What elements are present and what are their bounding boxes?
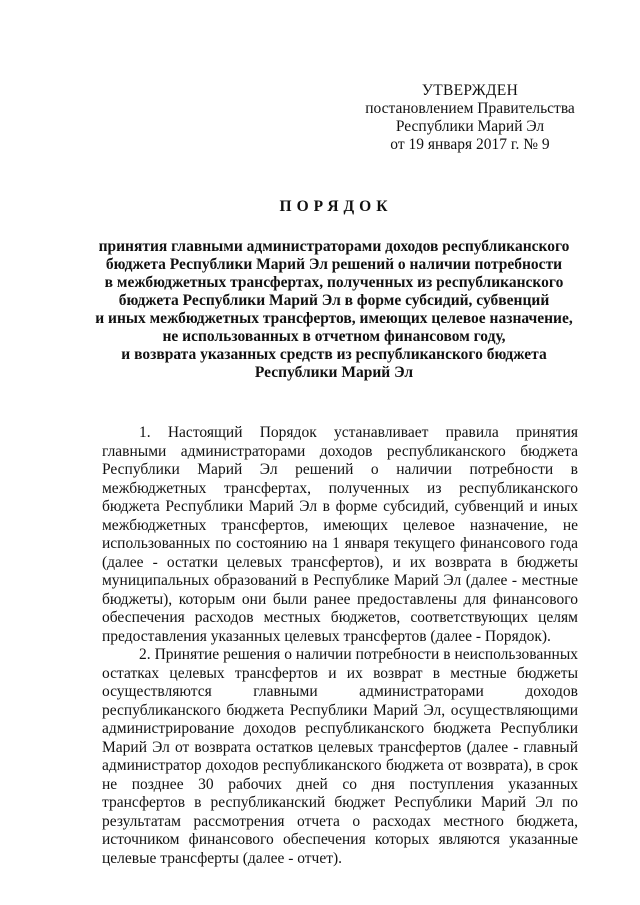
approval-line-2: Республики Марий Эл bbox=[395, 118, 545, 135]
paragraph-2: 2. Принятие решения о наличии потребности в неиспользованных остатках целевых трансфертов и их возврат в местные бюджеты осуществляются главными администраторами доходов республиканского бюджета Республики Марий Эл, осуществляющими администрирование доходов республиканского бюджета Республики Марий Эл от возврата остатков целевых трансфертов (далее - главный администратор доходов республиканского бюджета от возврата), в срок не позднее 30 рабочих дней со дня поступления указанных трансфертов в республиканский бюджет Республики Марий Эл по результатам рассмотрения отчета о расходах местного бюджета, источником финансового обеспечения которых являются указанные целевые трансферты (далее - отчет). bbox=[102, 646, 578, 867]
paragraph-1: 1. Настоящий Порядок устанавливает правила принятия главными администраторами доходов республиканского бюджета Республики Марий Эл решений о наличии потребности в межбюджетных трансфертах, полученных из республиканского бюджета Республики Марий Эл в форме субсидий, субвенций и иных межбюджетных трансфертов, имеющих целевое назначение, не использованных по состоянию на 1 января текущего финансового года (далее - остатки целевых трансфертов), и их возврата в бюджеты муниципальных образований в Республике Марий Эл (далее - местные бюджеты), которым они были ранее предоставлены для финансового обеспечения расходов местных бюджетов, соответствующих целям предоставления указанных целевых трансфертов (далее - Порядок). bbox=[102, 424, 578, 645]
subtitle-line: и иных межбюджетных трансфертов, имеющих целевое назначение, bbox=[95, 310, 573, 327]
approval-block bbox=[355, 82, 585, 154]
approval-line-1: постановлением Правительства bbox=[365, 100, 575, 117]
subtitle-line: принятия главными администраторами доходов республиканского bbox=[98, 238, 570, 255]
document-subtitle bbox=[90, 238, 578, 382]
subtitle-line: бюджета Республики Марий Эл решений о наличии потребности bbox=[105, 256, 563, 273]
subtitle-line: не использованных в отчетном финансовом году, bbox=[162, 328, 506, 345]
document-body bbox=[102, 424, 578, 868]
approval-heading: УТВЕРЖДЕН bbox=[421, 82, 519, 99]
subtitle-line: Республики Марий Эл bbox=[254, 364, 414, 381]
subtitle-line: в межбюджетных трансфертах, полученных из республиканского bbox=[104, 274, 564, 291]
document-title: ПОРЯДОК bbox=[279, 198, 393, 215]
approval-date-line: от 19 января 2017 г. № 9 bbox=[390, 136, 550, 153]
subtitle-line: бюджета Республики Марий Эл в форме субсидий, субвенций bbox=[118, 292, 550, 309]
subtitle-line: и возврата указанных средств из республиканского бюджета bbox=[121, 346, 547, 363]
